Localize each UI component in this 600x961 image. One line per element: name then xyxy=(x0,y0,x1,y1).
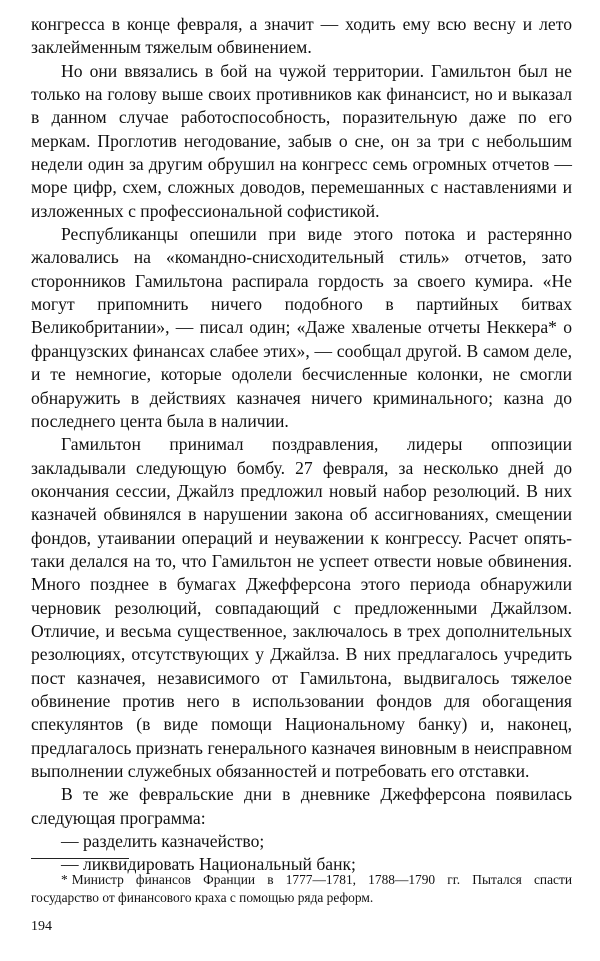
list-item: — ликвидировать Национальный банк; xyxy=(61,854,356,875)
paragraph: В те же февральские дни в дневнике Джефферсона появилась следующая программа: xyxy=(31,784,572,828)
footnote-mark: * xyxy=(61,872,68,887)
paragraph-continued: конгресса в конце февраля, а значит — ходить ему всю весну и лето заклейменным тяжелым обвинением. xyxy=(31,14,572,58)
paragraph: Но они ввязались в бой на чужой территории. Гамильтон был не только на голову выше своих противников как финансист, но и выказал в данном случае работоспособность, поразительную даже по его меркам. Проглотив негодование, забыв о сне, он за три с небольшим недели один за другим обрушил на конгресс семь огромных отчетов — море цифр, схем, сложных доводов, перемешанных с наставлениями и изложенных с профессиональной софистикой. xyxy=(31,60,572,221)
main-text xyxy=(31,13,572,877)
page-number: 194 xyxy=(31,919,52,934)
footnote-divider xyxy=(31,858,129,859)
footnote-text: Министр финансов Франции в 1777—1781, 1788—1790 гг. Пытался спасти государство от финансового краха с помощью ряда реформ. xyxy=(31,872,572,905)
paragraph: Республиканцы опешили при виде этого потока и растерянно жаловались на «командно-снисходительный стиль» отчетов, зато сторонников Гамильтона распирала гордость за своего кумира. «Не могут припомнить ничего подобного в партийных битвах Великобритании», — писал один; «Даже хваленые отчеты Неккера* о французских финансах слабее этих», — сообщал другой. В самом деле, и те немногие, которые одолели бесчисленные колонки, не смогли обнаружить в действиях казначея ничего криминального; казна до последнего цента была в наличии. xyxy=(31,224,572,431)
paragraph: Гамильтон принимал поздравления, лидеры оппозиции закладывали следующую бомбу. 27 февраля, за несколько дней до окончания сессии, Джайлз предложил новый набор резолюций. В них казначей обвинялся в нарушении закона об ассигнованиях, смещении фондов, утаивании операций и неуважении к конгрессу. Расчет опять-таки делался на то, что Гамильтон не успеет отвести новые обвинения. Много позднее в бумагах Джефферсона этого периода обнаружили черновик резолюций, совпадающий с предложенными Джайлзом. Отличие, и весьма существенное, заключалось в трех дополнительных резолюциях, отсутствующих у Джайлза. В них предлагалось учредить пост казначея, независимого от Гамильтона, выдвигалось тяжелое обвинение против него в использовании фондов для обогащения спекулянтов (в виде помощи Национальному банку) и, наконец, предлагалось признать генерального казначея виновным в неисправном выполнении служебных обязанностей и потребовать его отставки. xyxy=(31,434,572,781)
footnote xyxy=(31,871,572,907)
list-item: — разделить казначейство; xyxy=(61,831,265,852)
